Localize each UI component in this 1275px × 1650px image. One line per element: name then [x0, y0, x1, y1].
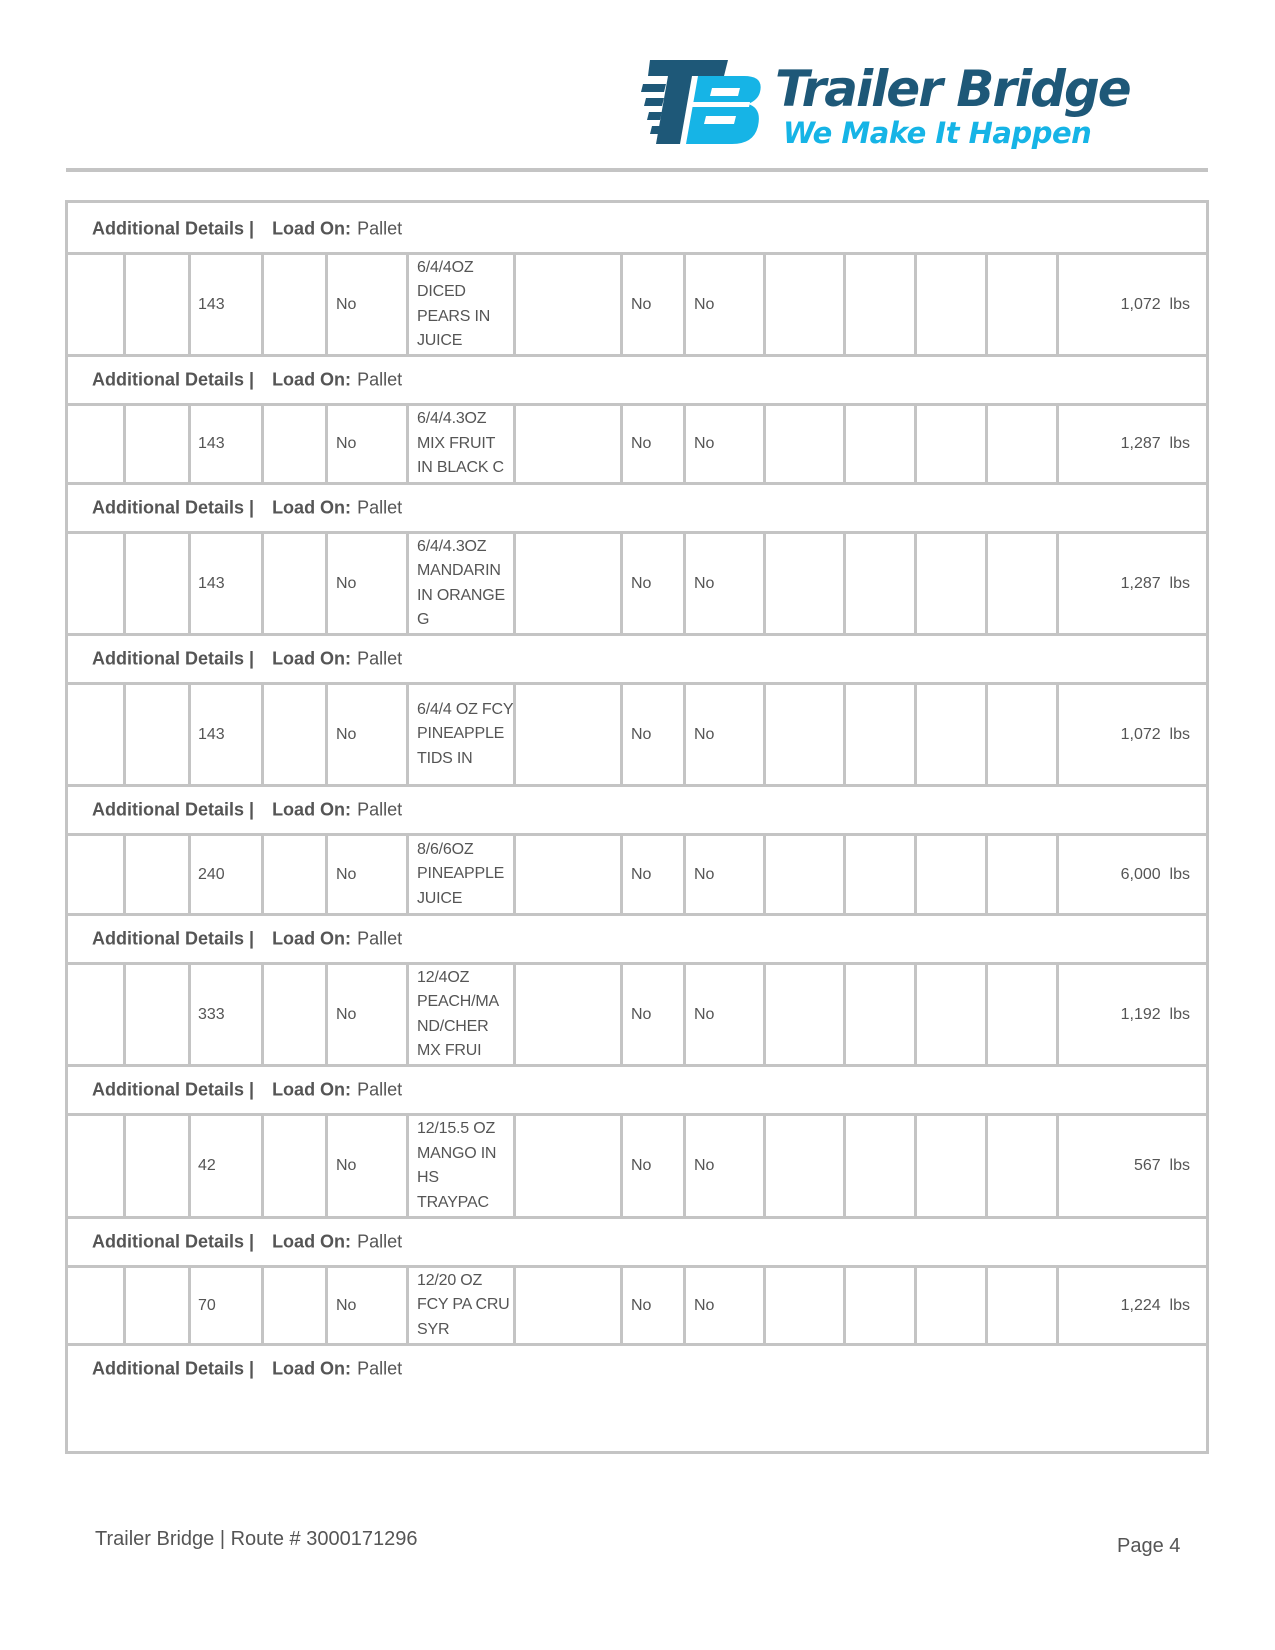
- column-divider: [406, 1116, 409, 1216]
- description-cell: 6/4/4 OZ FCY PINEAPPLE TIDS IN: [417, 700, 514, 767]
- flag-b-cell: No: [694, 295, 715, 313]
- description-cell: 6/4/4OZ DICED PEARS IN JUICE: [417, 258, 491, 349]
- flag-b-cell: No: [694, 865, 715, 883]
- table-row: [68, 1113, 1206, 1219]
- column-divider: [985, 534, 988, 633]
- column-divider: [620, 406, 623, 482]
- load-on-value: Pallet: [357, 1358, 403, 1379]
- footer-page-number: Page 4: [1117, 1535, 1181, 1557]
- flag-a-cell: No: [631, 574, 652, 592]
- column-divider: [188, 836, 191, 913]
- load-on-value: Pallet: [357, 1079, 403, 1100]
- load-on-value: Pallet: [357, 497, 403, 518]
- details-row: [68, 633, 1206, 685]
- table-row: [68, 252, 1206, 357]
- column-divider: [985, 1116, 988, 1216]
- hazmat-cell: No: [336, 1005, 357, 1023]
- column-divider: [513, 965, 516, 1064]
- quantity-cell: 333: [198, 1005, 225, 1023]
- column-divider: [406, 685, 409, 784]
- load-on-label: Load On:: [272, 928, 352, 949]
- table-row: [68, 962, 1206, 1067]
- logo-company-name: Trailer Bridge: [775, 60, 1130, 118]
- column-divider: [188, 534, 191, 633]
- column-divider: [261, 255, 264, 354]
- details-row-label: [92, 1232, 402, 1253]
- column-divider: [188, 406, 191, 482]
- column-divider: [325, 1268, 328, 1343]
- column-divider: [843, 836, 846, 913]
- column-divider: [406, 255, 409, 354]
- details-row-label: [92, 370, 402, 391]
- flag-b-cell: No: [694, 1005, 715, 1023]
- column-divider: [513, 685, 516, 784]
- description-cell: 12/4OZ PEACH/MA ND/CHER MX FRUI: [417, 968, 499, 1059]
- weight-cell: 1,192 lbs: [1120, 1005, 1190, 1023]
- column-divider: [985, 685, 988, 784]
- additional-details-label: Additional Details |: [92, 369, 255, 390]
- column-divider: [261, 406, 264, 482]
- flag-b-cell: No: [694, 574, 715, 592]
- column-divider: [406, 836, 409, 913]
- column-divider: [683, 1116, 686, 1216]
- column-divider: [914, 1268, 917, 1343]
- details-row: [68, 203, 1206, 255]
- details-row-label: [92, 1080, 402, 1101]
- description-cell: 8/6/6OZ PINEAPPLE JUICE: [417, 840, 505, 907]
- column-divider: [406, 1268, 409, 1343]
- table-row: [68, 833, 1206, 916]
- flag-a-cell: No: [631, 1005, 652, 1023]
- column-divider: [843, 965, 846, 1064]
- column-divider: [763, 685, 766, 784]
- column-divider: [914, 406, 917, 482]
- column-divider: [261, 685, 264, 784]
- details-row-label: [92, 1359, 402, 1380]
- table-row: [68, 682, 1206, 787]
- table-row: [68, 1265, 1206, 1346]
- details-row: [68, 1064, 1206, 1116]
- hazmat-cell: No: [336, 1157, 357, 1174]
- quantity-cell: 143: [198, 574, 225, 592]
- additional-details-label: Additional Details |: [92, 648, 255, 669]
- column-divider: [620, 1268, 623, 1343]
- flag-a-cell: No: [631, 1296, 652, 1314]
- flag-a-cell: No: [631, 865, 652, 883]
- hazmat-cell: No: [336, 574, 357, 592]
- column-divider: [325, 836, 328, 913]
- column-divider: [683, 534, 686, 633]
- column-divider: [188, 965, 191, 1064]
- details-row-label: [92, 649, 402, 670]
- column-divider: [620, 1116, 623, 1216]
- flag-a-cell: No: [631, 1157, 652, 1174]
- flag-b-cell: No: [694, 725, 715, 743]
- column-divider: [261, 1268, 264, 1343]
- load-on-label: Load On:: [272, 369, 352, 390]
- additional-details-label: Additional Details |: [92, 928, 255, 949]
- column-divider: [261, 965, 264, 1064]
- details-row: [68, 1216, 1206, 1268]
- details-row-label: [92, 219, 402, 240]
- column-divider: [683, 836, 686, 913]
- column-divider: [985, 406, 988, 482]
- column-divider: [914, 685, 917, 784]
- column-divider: [325, 534, 328, 633]
- column-divider: [123, 406, 126, 482]
- column-divider: [843, 685, 846, 784]
- load-on-value: Pallet: [357, 1231, 403, 1252]
- column-divider: [123, 836, 126, 913]
- column-divider: [325, 406, 328, 482]
- column-divider: [513, 406, 516, 482]
- column-divider: [123, 965, 126, 1064]
- quantity-cell: 143: [198, 725, 225, 743]
- column-divider: [914, 534, 917, 633]
- header-divider: [66, 168, 1208, 172]
- column-divider: [683, 965, 686, 1064]
- column-divider: [325, 1116, 328, 1216]
- column-divider: [683, 685, 686, 784]
- column-divider: [843, 1116, 846, 1216]
- load-on-label: Load On:: [272, 1358, 352, 1379]
- column-divider: [620, 836, 623, 913]
- column-divider: [513, 534, 516, 633]
- flag-b-cell: No: [694, 1157, 715, 1174]
- load-on-value: Pallet: [357, 799, 403, 820]
- column-divider: [188, 685, 191, 784]
- description-cell: 12/15.5 OZ MANGO IN HS TRAYPAC: [417, 1120, 497, 1211]
- column-divider: [914, 255, 917, 354]
- column-divider: [763, 1116, 766, 1216]
- column-divider: [123, 1268, 126, 1343]
- weight-cell: 1,072 lbs: [1120, 725, 1190, 743]
- column-divider: [261, 534, 264, 633]
- column-divider: [406, 534, 409, 633]
- column-divider: [683, 1268, 686, 1343]
- load-on-value: Pallet: [357, 928, 403, 949]
- column-divider: [914, 836, 917, 913]
- additional-details-label: Additional Details |: [92, 218, 255, 239]
- load-on-label: Load On:: [272, 799, 352, 820]
- load-on-label: Load On:: [272, 497, 352, 518]
- details-row: [68, 913, 1206, 965]
- column-divider: [188, 1268, 191, 1343]
- column-divider: [513, 1268, 516, 1343]
- column-divider: [513, 255, 516, 354]
- details-row-label: [92, 929, 402, 950]
- details-row: [68, 482, 1206, 534]
- column-divider: [843, 534, 846, 633]
- load-on-label: Load On:: [272, 648, 352, 669]
- column-divider: [620, 534, 623, 633]
- hazmat-cell: No: [336, 435, 357, 452]
- quantity-cell: 240: [198, 865, 225, 883]
- description-cell: 12/20 OZ FCY PA CRU SYR: [417, 1271, 510, 1338]
- column-divider: [513, 836, 516, 913]
- column-divider: [683, 406, 686, 482]
- weight-cell: 1,224 lbs: [1120, 1296, 1190, 1314]
- details-row-label: [92, 800, 402, 821]
- column-divider: [985, 836, 988, 913]
- column-divider: [620, 965, 623, 1064]
- tb-logo-mark-icon: [640, 58, 766, 146]
- column-divider: [513, 1116, 516, 1216]
- column-divider: [123, 685, 126, 784]
- column-divider: [406, 965, 409, 1064]
- quantity-cell: 143: [198, 435, 225, 452]
- additional-details-label: Additional Details |: [92, 497, 255, 518]
- column-divider: [843, 255, 846, 354]
- hazmat-cell: No: [336, 1296, 357, 1314]
- hazmat-cell: No: [336, 865, 357, 883]
- hazmat-cell: No: [336, 725, 357, 743]
- load-on-value: Pallet: [357, 218, 403, 239]
- column-divider: [763, 1268, 766, 1343]
- cargo-details-table: [65, 200, 1209, 1454]
- logo-tagline: We Make It Happen: [783, 116, 1092, 150]
- quantity-cell: 143: [198, 295, 225, 313]
- additional-details-label: Additional Details |: [92, 1231, 255, 1252]
- column-divider: [325, 255, 328, 354]
- load-on-label: Load On:: [272, 218, 352, 239]
- column-divider: [261, 1116, 264, 1216]
- column-divider: [620, 255, 623, 354]
- flag-a-cell: No: [631, 435, 652, 452]
- column-divider: [843, 406, 846, 482]
- description-cell: 6/4/4.3OZ MANDARIN IN ORANGE G: [417, 537, 505, 628]
- weight-cell: 1,072 lbs: [1120, 295, 1190, 313]
- details-row: [68, 1343, 1206, 1395]
- flag-b-cell: No: [694, 435, 715, 452]
- column-divider: [985, 965, 988, 1064]
- details-row: [68, 784, 1206, 836]
- column-divider: [763, 255, 766, 354]
- additional-details-label: Additional Details |: [92, 1079, 255, 1100]
- column-divider: [325, 965, 328, 1064]
- column-divider: [914, 965, 917, 1064]
- quantity-cell: 70: [198, 1296, 216, 1314]
- column-divider: [123, 255, 126, 354]
- column-divider: [325, 685, 328, 784]
- column-divider: [763, 534, 766, 633]
- column-divider: [763, 965, 766, 1064]
- weight-cell: 1,287 lbs: [1120, 574, 1190, 592]
- flag-a-cell: No: [631, 295, 652, 313]
- column-divider: [123, 534, 126, 633]
- table-row: [68, 531, 1206, 636]
- column-divider: [620, 685, 623, 784]
- additional-details-label: Additional Details |: [92, 799, 255, 820]
- additional-details-label: Additional Details |: [92, 1358, 255, 1379]
- column-divider: [914, 1116, 917, 1216]
- load-on-value: Pallet: [357, 369, 403, 390]
- column-divider: [985, 1268, 988, 1343]
- column-divider: [188, 1116, 191, 1216]
- column-divider: [123, 1116, 126, 1216]
- details-row: [68, 354, 1206, 406]
- details-row-label: [92, 498, 402, 519]
- flag-a-cell: No: [631, 725, 652, 743]
- load-on-label: Load On:: [272, 1231, 352, 1252]
- column-divider: [261, 836, 264, 913]
- weight-cell: 1,287 lbs: [1120, 435, 1190, 452]
- flag-b-cell: No: [694, 1296, 715, 1314]
- column-divider: [763, 406, 766, 482]
- quantity-cell: 42: [198, 1157, 216, 1174]
- load-on-label: Load On:: [272, 1079, 352, 1100]
- footer-route: Trailer Bridge | Route # 3000171296: [95, 1528, 418, 1550]
- trailer-bridge-logo: [640, 58, 1200, 148]
- weight-cell: 6,000 lbs: [1120, 865, 1190, 883]
- column-divider: [985, 255, 988, 354]
- description-cell: 6/4/4.3OZ MIX FRUIT IN BLACK C: [417, 410, 504, 477]
- weight-cell: 567 lbs: [1133, 1157, 1190, 1174]
- column-divider: [843, 1268, 846, 1343]
- column-divider: [763, 836, 766, 913]
- hazmat-cell: No: [336, 295, 357, 313]
- column-divider: [188, 255, 191, 354]
- column-divider: [406, 406, 409, 482]
- column-divider: [683, 255, 686, 354]
- table-row: [68, 403, 1206, 485]
- load-on-value: Pallet: [357, 648, 403, 669]
